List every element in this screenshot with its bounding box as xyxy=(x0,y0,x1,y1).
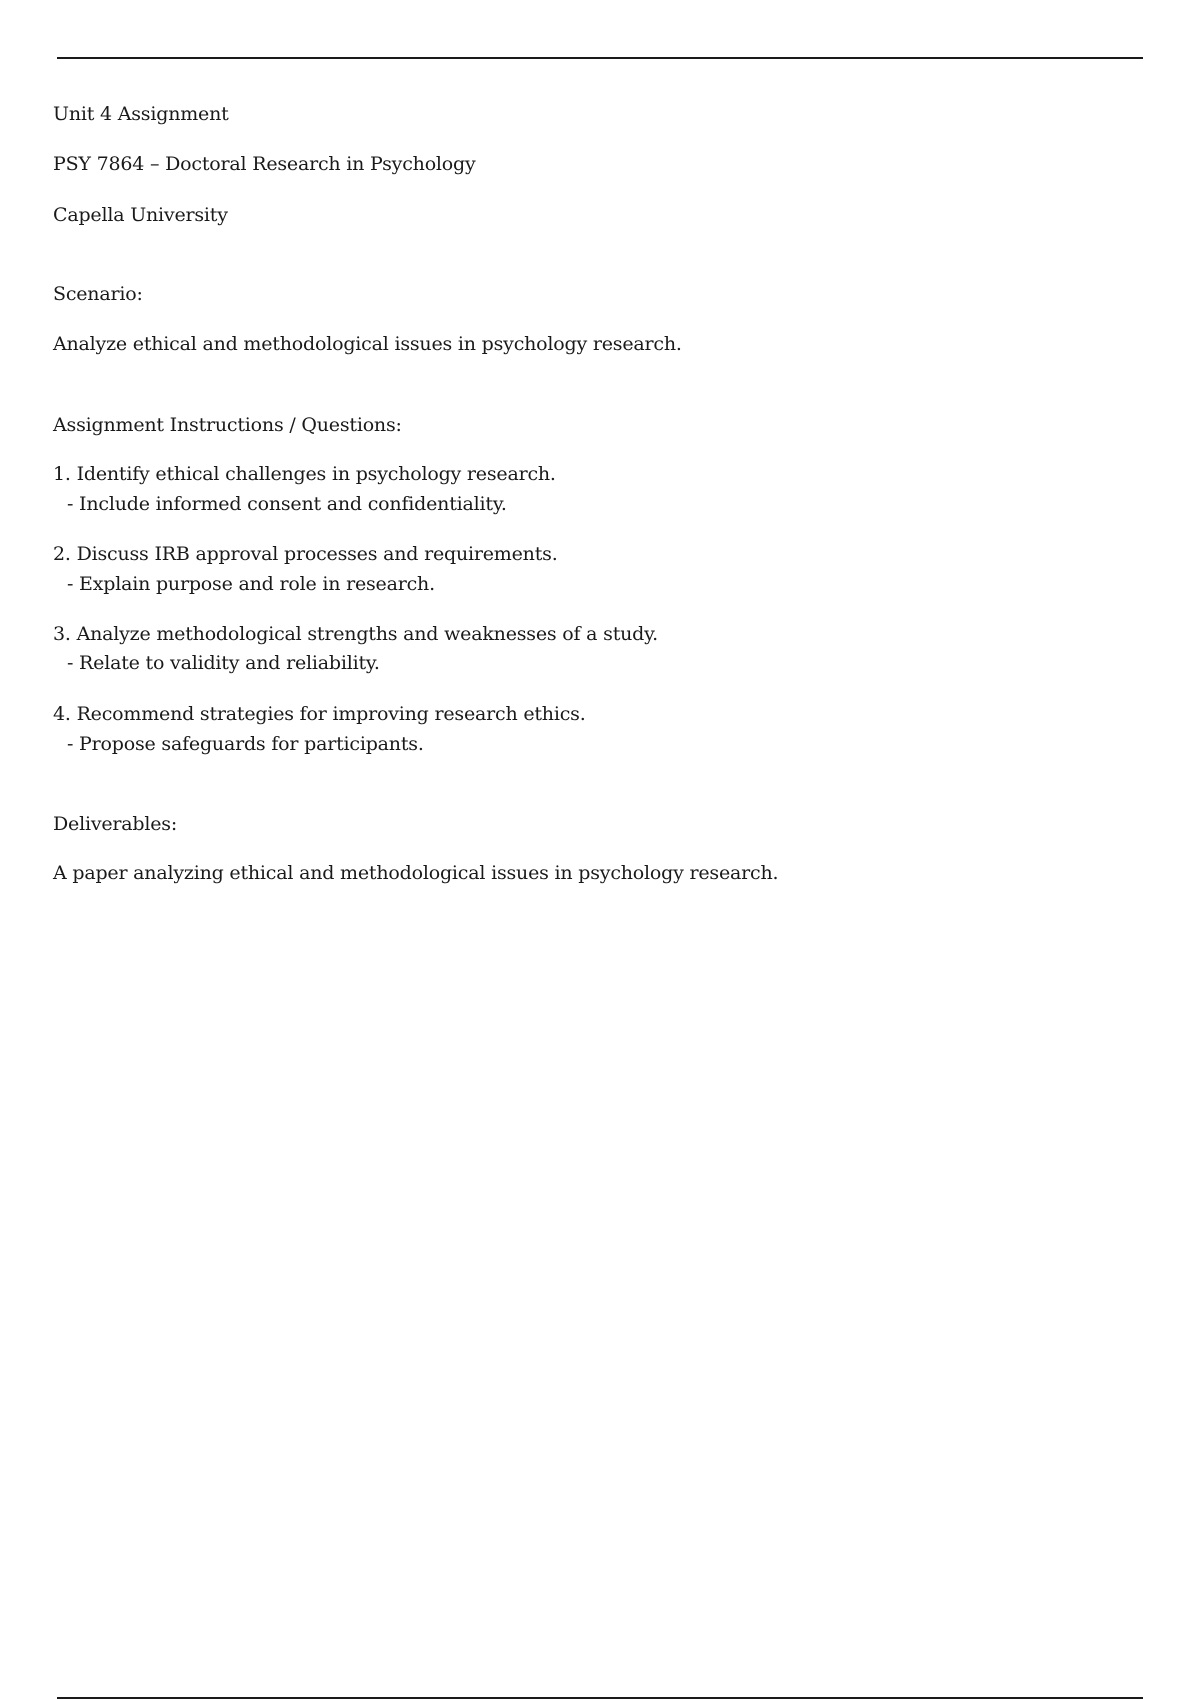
top-rule xyxy=(57,57,1143,59)
assignment-title: Unit 4 Assignment xyxy=(53,103,229,125)
instruction-item-3: 3. Analyze methodological strengths and weaknesses of a study. xyxy=(53,623,658,645)
instruction-item-1: 1. Identify ethical challenges in psychology research. xyxy=(53,463,556,485)
course-name: PSY 7864 – Doctoral Research in Psychology xyxy=(53,153,476,175)
institution-name: Capella University xyxy=(53,204,228,226)
scenario-text: Analyze ethical and methodological issues in psychology research. xyxy=(53,333,682,355)
deliverables-text: A paper analyzing ethical and methodological issues in psychology research. xyxy=(53,862,779,884)
deliverables-heading: Deliverables: xyxy=(53,813,178,835)
instruction-subitem-3: - Relate to validity and reliability. xyxy=(67,652,380,674)
bottom-rule xyxy=(57,1697,1143,1699)
instructions-heading: Assignment Instructions / Questions: xyxy=(53,414,402,436)
scenario-heading: Scenario: xyxy=(53,283,143,305)
instruction-subitem-4: - Propose safeguards for participants. xyxy=(67,733,424,755)
instruction-subitem-2: - Explain purpose and role in research. xyxy=(67,573,435,595)
instruction-item-2: 2. Discuss IRB approval processes and requirements. xyxy=(53,543,558,565)
instruction-subitem-1: - Include informed consent and confidentiality. xyxy=(67,493,507,515)
instruction-item-4: 4. Recommend strategies for improving research ethics. xyxy=(53,703,586,725)
